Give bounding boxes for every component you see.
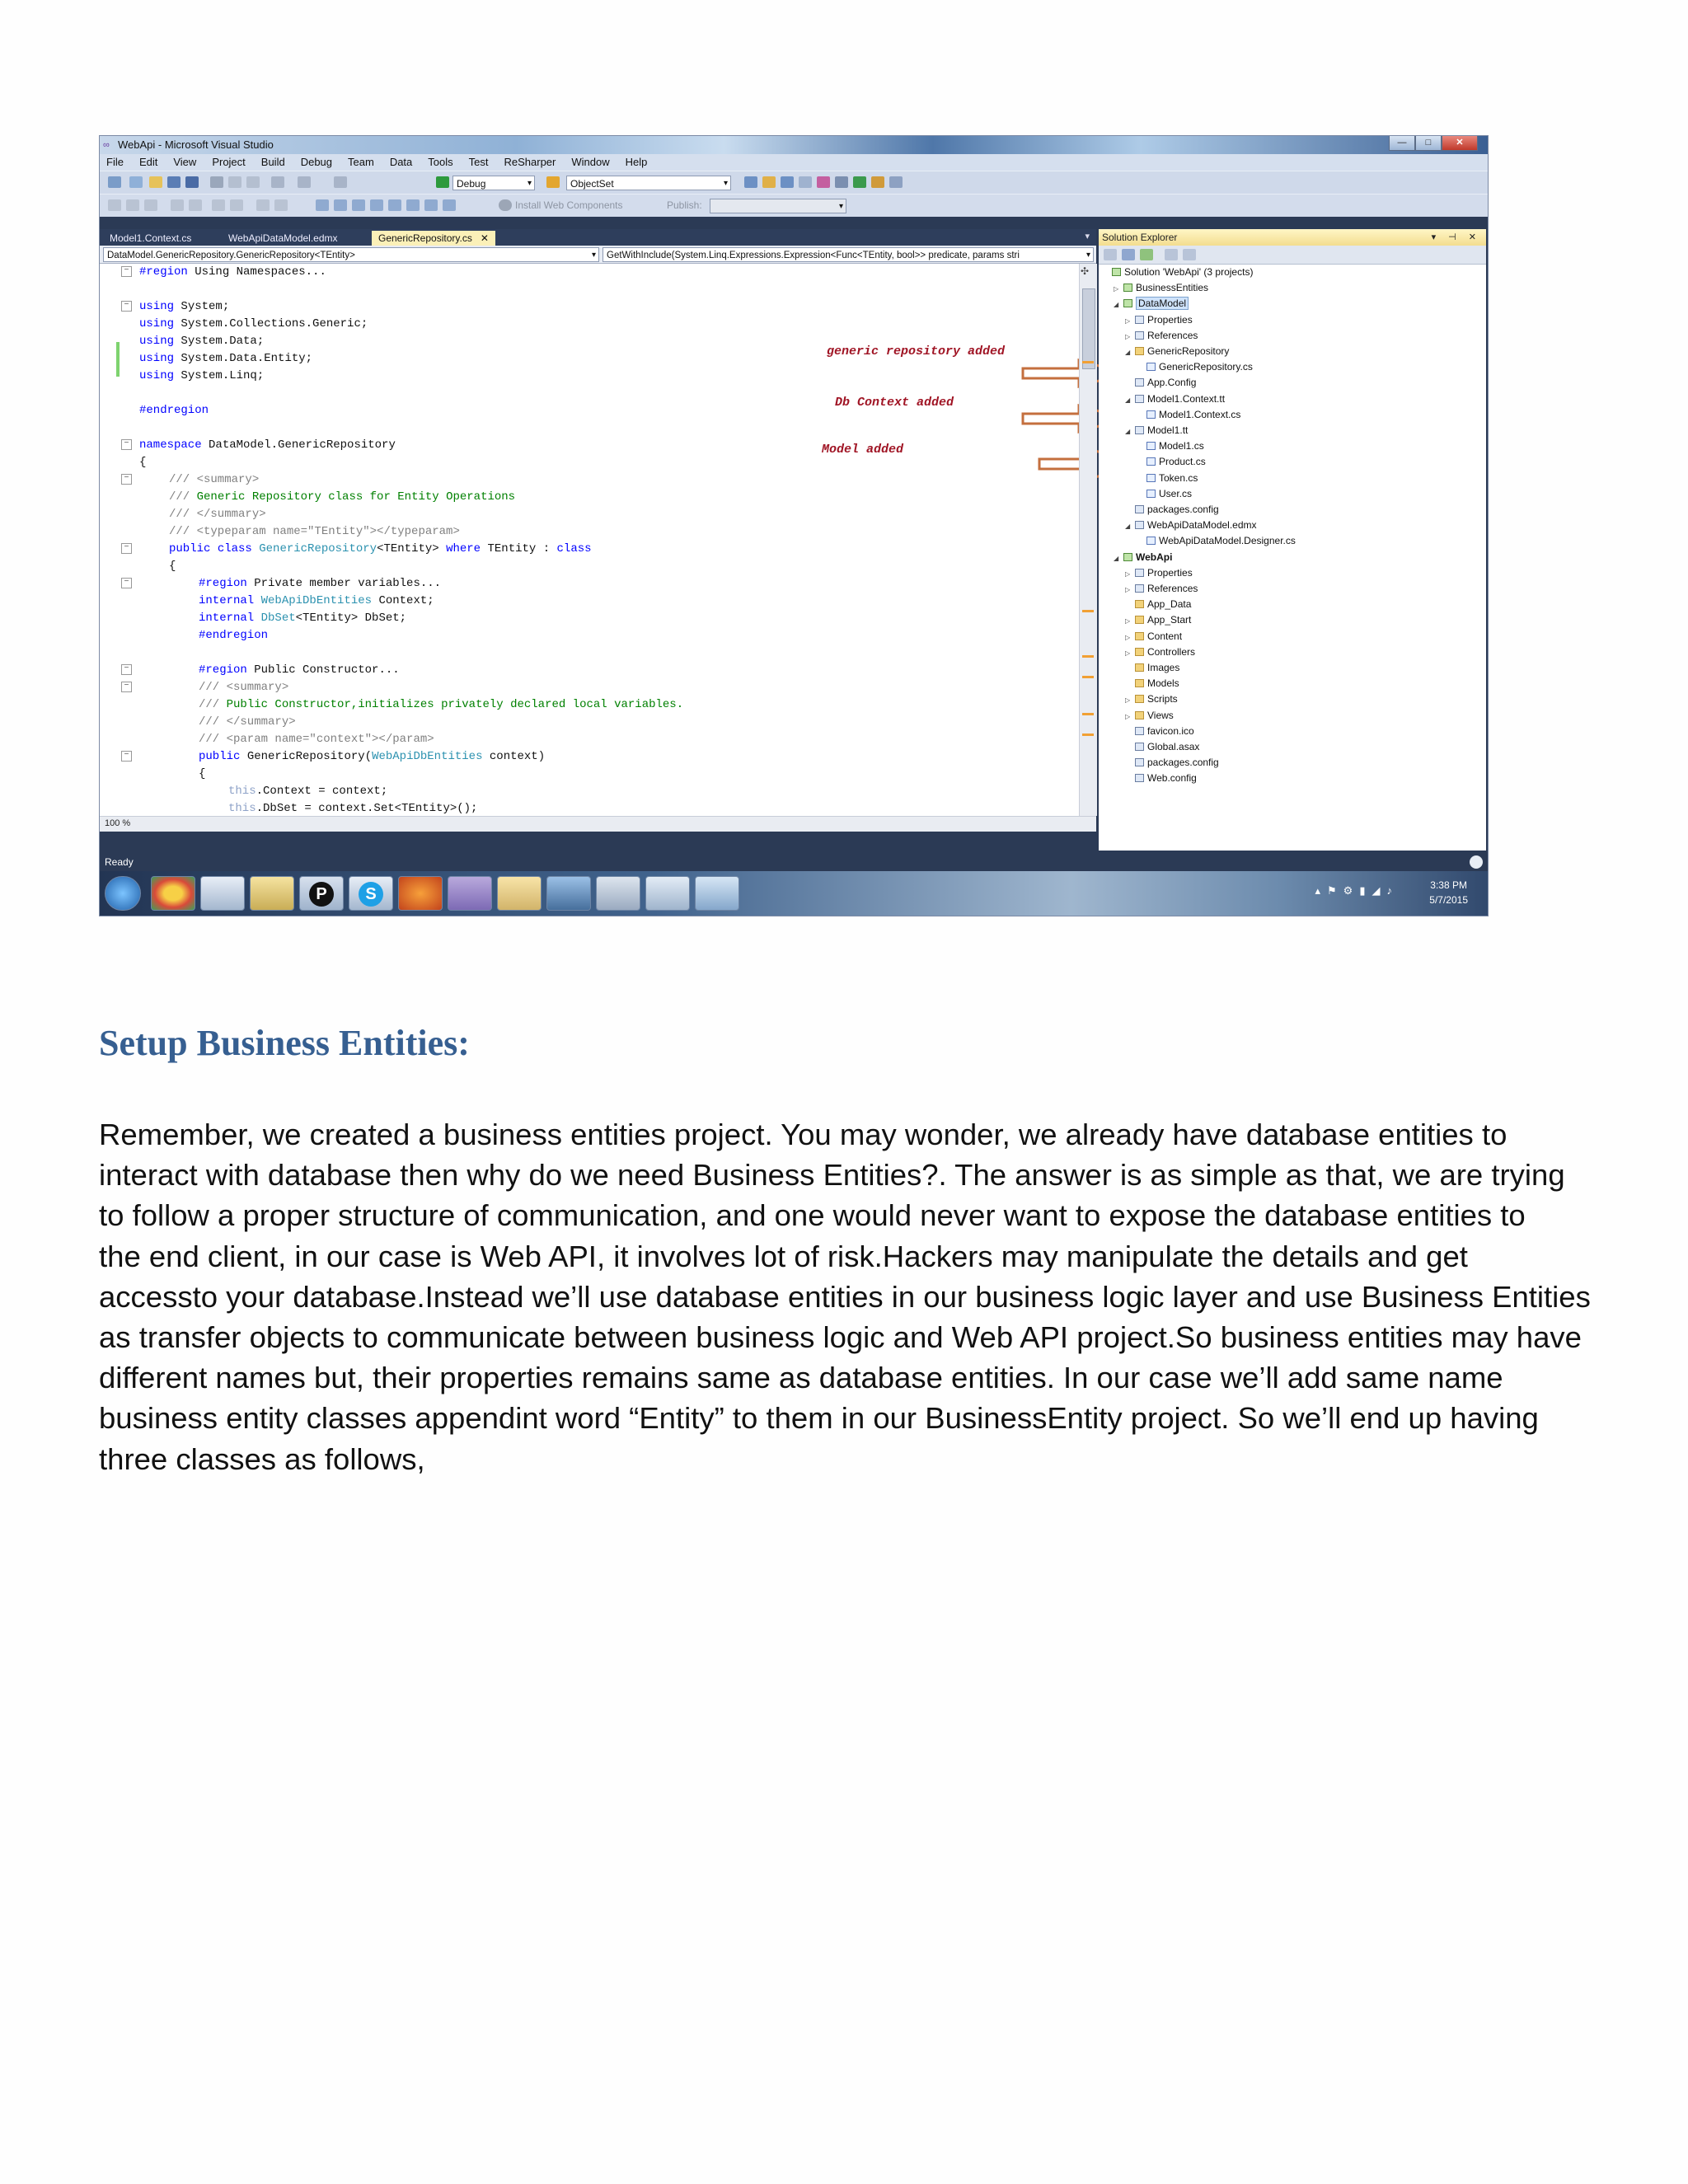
tree-item-label: DataModel [1136, 297, 1189, 310]
system-tray-icons[interactable]: ▴⚑⚙▮◢♪ [1315, 884, 1399, 897]
code-line: #endregion [199, 629, 269, 642]
config-icon [1135, 378, 1144, 387]
tree-item-label: App_Start [1147, 614, 1192, 626]
tree-item[interactable] [1125, 677, 1179, 690]
tb2-icon-4[interactable] [171, 199, 184, 211]
tree-item-label: Controllers [1147, 645, 1196, 658]
body-paragraph [99, 1114, 1599, 1479]
code-line: /// <typeparam name="TEntity"></typeparam> [169, 525, 460, 538]
tree-item-label: WebApiDataModel.edmx [1147, 519, 1257, 532]
tree-item[interactable] [1125, 503, 1219, 516]
config-combo[interactable]: Debug ▾ [452, 176, 535, 190]
tree-item[interactable] [1114, 551, 1172, 564]
code-line: public class GenericRepository<TEntity> where TEntity : class [169, 542, 592, 555]
vs-screenshot [99, 135, 1489, 916]
bookmark-icon-2[interactable] [334, 199, 347, 211]
start-debug-icon[interactable] [436, 176, 449, 188]
tree-item-label: BusinessEntities [1136, 282, 1209, 294]
clock-time: 3:38 PM [1430, 879, 1467, 891]
chrome-icon[interactable] [151, 876, 195, 911]
code-line: this.DbSet = context.Set<TEntity>(); [228, 802, 478, 815]
tree-item[interactable] [1137, 408, 1240, 421]
collapsed-icon[interactable]: ▷ [1114, 285, 1119, 293]
collapsed-icon[interactable]: ▷ [1125, 586, 1131, 593]
tree-item[interactable] [1125, 376, 1196, 389]
config-icon [1135, 505, 1144, 513]
expanded-icon[interactable]: ◢ [1125, 396, 1131, 404]
bookmark-icon-8[interactable] [443, 199, 456, 211]
code-line: this.Context = context; [228, 785, 388, 798]
code-line: using System; [139, 300, 230, 313]
menu-debug[interactable]: Debug [300, 156, 333, 168]
tree-item-label: Global.asax [1147, 741, 1200, 752]
cs-file-icon [1146, 457, 1156, 466]
code-line: /// <summary> [199, 681, 289, 694]
cs-file-icon [1146, 474, 1156, 482]
tree-item[interactable] [1125, 630, 1182, 643]
code-line: using System.Data; [139, 335, 265, 348]
collapse-icon[interactable]: − [121, 301, 132, 312]
code-line: /// Generic Repository class for Entity Operations [169, 490, 516, 504]
project-icon [1123, 299, 1132, 307]
code-line: using System.Linq; [139, 369, 265, 382]
collapsed-icon[interactable]: ▷ [1125, 316, 1131, 325]
scroll-marker [1082, 676, 1094, 678]
bookmark-icon-7[interactable] [424, 199, 438, 211]
tree-item[interactable] [1125, 566, 1193, 579]
status-bar [100, 853, 1488, 871]
solution-explorer [1099, 229, 1486, 851]
paragraph-line: three classes as follows, [99, 1441, 425, 1476]
find-icon[interactable] [546, 176, 560, 188]
tb2-icon-2[interactable] [126, 199, 139, 211]
paint-icon[interactable] [645, 876, 690, 911]
tree-item-label: Views [1147, 709, 1174, 721]
copy-icon[interactable] [228, 176, 241, 188]
menu-data[interactable]: Data [389, 156, 413, 168]
tab-webapi-datamodel[interactable]: WebApiDataModel.edmx [228, 232, 338, 244]
tree-item[interactable] [1137, 360, 1253, 373]
properties-icon [1135, 569, 1144, 577]
view-class-diagram-icon[interactable] [1183, 249, 1196, 260]
split-icon[interactable]: ✣ [1081, 265, 1090, 277]
tree-item-label: Properties [1147, 313, 1193, 326]
tab-dropdown-icon[interactable]: ▾ [1085, 232, 1090, 241]
tree-item-label: Model1.Context.tt [1147, 392, 1226, 405]
add-item-icon[interactable] [129, 176, 143, 188]
zoom-level[interactable]: 100 % [105, 818, 131, 828]
tree-item[interactable] [1125, 313, 1193, 326]
tree-item[interactable] [1125, 661, 1179, 674]
scroll-marker [1082, 733, 1094, 736]
visual-studio-icon[interactable] [448, 876, 492, 911]
collapse-icon[interactable]: − [121, 578, 132, 588]
folder-icon [1135, 347, 1144, 355]
maximize-button[interactable]: □ [1415, 136, 1442, 151]
bookmark-icon-3[interactable] [352, 199, 365, 211]
folder-icon [1135, 695, 1144, 703]
code-line: { [199, 767, 206, 780]
menu-help[interactable]: Help [625, 156, 648, 168]
tree-item-label: Model1.tt [1147, 424, 1189, 436]
toolbar-icon-i[interactable] [889, 176, 903, 188]
find-combo[interactable]: ObjectSet ▾ [566, 176, 731, 190]
toolbar-icon-b[interactable] [762, 176, 776, 188]
toolbar-icon-e[interactable] [817, 176, 830, 188]
properties-icon[interactable] [1104, 249, 1117, 260]
tab-model1-context[interactable]: Model1.Context.cs [110, 232, 192, 244]
install-web-components[interactable]: Install Web Components [515, 199, 623, 211]
folder-icon [1135, 711, 1144, 719]
window-controls [1389, 136, 1478, 151]
toolbar-icon-f[interactable] [835, 176, 848, 188]
collapse-icon[interactable]: − [121, 266, 132, 277]
tree-item[interactable] [1125, 613, 1191, 626]
editor-tabs [100, 229, 1096, 246]
cs-file-icon [1146, 442, 1156, 450]
settings-tool-icon[interactable] [596, 876, 640, 911]
vs-logo-icon: ∞ [103, 140, 110, 150]
uncomment-icon[interactable] [274, 199, 288, 211]
collapsed-icon[interactable]: ▷ [1125, 696, 1131, 705]
status-text: Ready [105, 856, 134, 868]
change-indicator [116, 342, 120, 377]
pane-controls[interactable]: ▾ ⊣ ✕ [1431, 232, 1481, 242]
tree-item-label: Images [1147, 662, 1180, 673]
editor-vertical-scrollbar[interactable] [1079, 264, 1097, 816]
paragraph-line: to follow a proper structure of communication, and one would never want to expose the database entities to [99, 1198, 1526, 1233]
tree-item-label: Model1.cs [1159, 440, 1204, 452]
undo-icon[interactable] [271, 176, 284, 188]
paragraph-line: the end client, in our case is Web API, it involves lot of risk.Hackers may manipulate the details and get [99, 1239, 1468, 1273]
edmx-icon [1135, 521, 1144, 529]
tree-item[interactable] [1114, 297, 1189, 310]
expanded-icon[interactable]: ◢ [1114, 554, 1119, 562]
menu-tools[interactable]: Tools [428, 156, 453, 168]
tree-item-label: GenericRepository.cs [1159, 361, 1253, 373]
folder-icon[interactable] [497, 876, 542, 911]
collapsed-icon[interactable]: ▷ [1125, 712, 1131, 720]
outdent-icon[interactable] [230, 199, 243, 211]
tool-icon[interactable] [546, 876, 591, 911]
collapsed-icon[interactable]: ▷ [1125, 649, 1131, 657]
clock[interactable] [1429, 878, 1468, 907]
text-editor-toolbar [100, 194, 1488, 217]
code-line: internal WebApiDbEntities Context; [199, 594, 434, 607]
open-icon[interactable] [149, 176, 162, 188]
folder-icon [1135, 648, 1144, 656]
code-line: using System.Collections.Generic; [139, 317, 368, 330]
code-line: { [139, 456, 147, 469]
code-editor[interactable] [100, 264, 1079, 816]
tt-file-icon [1135, 426, 1144, 434]
expanded-icon[interactable]: ◢ [1125, 428, 1131, 435]
bookmark-icon-4[interactable] [370, 199, 383, 211]
minimize-button[interactable]: — [1389, 136, 1415, 151]
folder-icon [1135, 663, 1144, 672]
tree-item-label: packages.config [1147, 504, 1219, 515]
collapsed-icon[interactable]: ▷ [1125, 617, 1131, 626]
toolbar-icon-d[interactable] [799, 176, 812, 188]
tree-item[interactable] [1125, 645, 1195, 658]
annotation-db-context: Db Context added [835, 396, 954, 410]
tree-item[interactable] [1137, 439, 1204, 452]
tree-item[interactable] [1137, 455, 1206, 468]
paste-icon[interactable] [246, 176, 260, 188]
code-line: /// Public Constructor,initializes privately declared local variables. [199, 698, 684, 711]
collapse-icon[interactable]: − [121, 664, 132, 675]
cut-icon[interactable] [210, 176, 223, 188]
editor-horizontal-scrollbar[interactable] [100, 816, 1096, 832]
member-combo[interactable]: GetWithInclude(System.Linq.Expressions.Expression<Func<TEntity, bool>> predicate, params stri ▾ [603, 247, 1094, 262]
type-combo[interactable]: DataModel.GenericRepository.GenericRepository<TEntity> ▾ [103, 247, 599, 262]
close-tab-icon[interactable]: ✕ [480, 232, 489, 244]
tab-generic-repository[interactable] [372, 231, 495, 246]
explorer-icon[interactable] [250, 876, 294, 911]
navigation-bar [100, 246, 1096, 264]
bookmark-icon-6[interactable] [406, 199, 420, 211]
menu-bar [100, 154, 1488, 171]
code-line: /// <summary> [169, 473, 260, 486]
image-icon [1135, 727, 1144, 735]
windows-taskbar [100, 871, 1488, 916]
file-icon [1135, 743, 1144, 751]
tree-item[interactable] [1125, 756, 1219, 769]
save-all-icon[interactable] [185, 176, 199, 188]
tree-item[interactable] [1125, 329, 1198, 342]
code-line: public GenericRepository(WebApiDbEntities context) [199, 750, 546, 763]
show-all-files-icon[interactable] [1122, 249, 1135, 260]
indent-icon[interactable] [212, 199, 225, 211]
cs-file-icon [1146, 490, 1156, 498]
code-line: using System.Data.Entity; [139, 352, 313, 365]
paragraph-line: different names but, their properties remains same as database entities. In our case we’ll add same name [99, 1361, 1503, 1395]
bookmark-icon-1[interactable] [316, 199, 329, 211]
publish-combo[interactable] [710, 199, 846, 213]
p-app-icon[interactable]: P [299, 876, 344, 911]
menu-edit[interactable]: Edit [138, 156, 158, 168]
code-line: internal DbSet<TEntity> DbSet; [199, 612, 407, 625]
new-project-icon[interactable] [108, 176, 121, 188]
close-button[interactable]: ✕ [1442, 136, 1478, 151]
folder-icon [1135, 616, 1144, 624]
tree-item[interactable] [1137, 471, 1198, 485]
save-icon[interactable] [167, 176, 181, 188]
expanded-icon[interactable]: ◢ [1114, 301, 1119, 309]
collapsed-icon[interactable]: ▷ [1125, 633, 1131, 641]
solution-explorer-title [1099, 229, 1486, 246]
tb2-icon-5[interactable] [189, 199, 202, 211]
tree-item-label: User.cs [1159, 487, 1193, 499]
references-icon [1135, 331, 1144, 340]
code-line: namespace DataModel.GenericRepository [139, 438, 396, 452]
code-line: #endregion [139, 404, 209, 417]
collapse-icon[interactable]: − [121, 751, 132, 762]
folder-icon [1135, 632, 1144, 640]
app-icon[interactable] [200, 876, 245, 911]
project-icon [1123, 284, 1132, 292]
view-code-icon[interactable] [1165, 249, 1178, 260]
tab-label: GenericRepository.cs [378, 232, 472, 244]
publish-label: Publish: [667, 199, 702, 211]
collapse-icon[interactable]: − [121, 543, 132, 554]
solution-icon [1112, 268, 1121, 276]
menu-file[interactable]: File [106, 156, 124, 168]
tree-item-label: References [1147, 583, 1198, 594]
paragraph-line: Remember, we created a business entities project. You may wonder, we already have database entities to [99, 1118, 1507, 1151]
scroll-thumb[interactable] [1082, 288, 1095, 369]
expanded-icon[interactable]: ◢ [1125, 349, 1131, 356]
tree-item-label: Token.cs [1159, 471, 1198, 484]
tree-item-label: Product.cs [1159, 456, 1206, 468]
cs-file-icon [1146, 410, 1156, 419]
references-icon [1135, 584, 1144, 593]
firefox-icon[interactable] [398, 876, 443, 911]
toolbar-icon-a[interactable] [744, 176, 757, 188]
title-bar [100, 136, 1488, 154]
tree-item-label: References [1147, 329, 1198, 341]
code-line: #region Public Constructor... [199, 663, 400, 677]
tree-item[interactable] [1125, 598, 1191, 611]
annotation-generic-repository: generic repository added [827, 344, 1006, 359]
toolbar-icon-h[interactable] [871, 176, 884, 188]
menu-resharper[interactable]: ReSharper [504, 156, 556, 168]
code-line: #region Private member variables... [199, 577, 442, 590]
menu-build[interactable]: Build [260, 156, 285, 168]
tree-item-label: Content [1147, 630, 1183, 642]
tree-item-label: Solution 'WebApi' (3 projects) [1124, 266, 1254, 278]
code-line: /// <param name="context"></param> [199, 733, 434, 746]
annotation-model: Model added [822, 443, 904, 457]
navigate-icon[interactable] [334, 176, 347, 188]
skype-icon[interactable]: S [349, 876, 393, 911]
config-icon [1135, 758, 1144, 766]
tree-item[interactable] [1125, 740, 1199, 753]
refresh-icon[interactable] [1140, 249, 1153, 260]
section-heading: Setup Business Entities: [99, 1023, 470, 1063]
scroll-marker [1082, 610, 1094, 612]
code-line: #region Using Namespaces... [139, 265, 326, 279]
redo-icon[interactable] [298, 176, 311, 188]
toolbar-icon-g[interactable] [853, 176, 866, 188]
tree-item-label: GenericRepository [1147, 345, 1230, 357]
solution-explorer-toolbar [1099, 246, 1486, 265]
paragraph-line: interact with database then why do we need Business Entities?. The answer is as simple as that, we are trying [99, 1158, 1565, 1193]
tree-item-label: packages.config [1147, 757, 1219, 769]
collapse-icon[interactable]: − [121, 474, 132, 485]
collapse-icon[interactable]: − [121, 439, 132, 450]
window-title: WebApi - Microsoft Visual Studio [118, 138, 274, 151]
standard-toolbar [100, 171, 1488, 194]
folder-icon [1135, 679, 1144, 687]
scroll-marker [1082, 713, 1094, 715]
code-line: /// </summary> [199, 715, 296, 729]
status-indicator-icon [1470, 855, 1483, 869]
collapsed-icon[interactable]: ▷ [1125, 569, 1131, 578]
bookmark-icon-5[interactable] [388, 199, 401, 211]
cs-file-icon [1146, 537, 1156, 545]
cs-file-icon [1146, 363, 1156, 371]
properties-icon [1135, 316, 1144, 324]
tree-item-label: App_Data [1147, 598, 1192, 611]
tt-file-icon [1135, 395, 1144, 403]
tree-item[interactable] [1125, 344, 1229, 358]
tree-item[interactable] [1125, 582, 1198, 595]
tree-item-label: favicon.ico [1147, 724, 1194, 737]
toolbar-icon-c[interactable] [781, 176, 794, 188]
tree-item-label: Web.config [1147, 772, 1197, 785]
tree-item-label: Model1.Context.cs [1159, 408, 1241, 420]
project-icon [1123, 553, 1132, 561]
tree-item[interactable] [1137, 534, 1296, 547]
code-line: /// </summary> [169, 508, 266, 521]
config-icon [1135, 774, 1144, 782]
tree-item-label: Properties [1147, 566, 1193, 579]
tree-item[interactable] [1125, 392, 1225, 405]
scroll-marker [1082, 655, 1094, 658]
folder-icon [1135, 600, 1144, 608]
paragraph-line: business entity classes appendint word “Entity” to them in our BusinessEntity project. So we’ll end up having [99, 1401, 1539, 1436]
tree-item-label: WebApiDataModel.Designer.cs [1159, 535, 1296, 547]
clock-date: 5/7/2015 [1429, 894, 1468, 906]
paragraph-line: accessto your database.Instead we’ll use database entities in our business logic layer and use Business Entities [99, 1279, 1591, 1314]
comment-icon[interactable] [256, 199, 270, 211]
tree-item-label: Scripts [1147, 693, 1178, 705]
tree-item[interactable] [1114, 281, 1208, 294]
tree-item[interactable] [1125, 709, 1174, 722]
menu-window[interactable]: Window [571, 156, 610, 168]
tree-item[interactable] [1102, 265, 1253, 279]
collapsed-icon[interactable]: ▷ [1125, 332, 1131, 340]
menu-team[interactable]: Team [348, 156, 374, 168]
web-components-icon[interactable] [499, 199, 512, 211]
tree-item[interactable] [1125, 692, 1178, 705]
tree-item-label: App.Config [1147, 377, 1197, 389]
menu-project[interactable]: Project [212, 156, 246, 168]
tree-item-label: Models [1147, 677, 1179, 690]
scroll-marker [1082, 361, 1094, 363]
notepad-icon[interactable] [695, 876, 739, 911]
tb2-icon-1[interactable] [108, 199, 121, 211]
tree-item[interactable] [1125, 724, 1194, 738]
tree-item[interactable] [1137, 487, 1192, 500]
tree-item[interactable] [1125, 518, 1257, 532]
tree-item-label: WebApi [1136, 551, 1173, 563]
tb2-icon-3[interactable] [144, 199, 157, 211]
menu-test[interactable]: Test [468, 156, 489, 168]
paragraph-line: as transfer objects to communicate between business logic and Web API project.So business entities may have [99, 1320, 1582, 1355]
tree-item[interactable] [1125, 771, 1197, 785]
menu-view[interactable]: View [173, 156, 197, 168]
collapse-icon[interactable]: − [121, 682, 132, 692]
tree-item[interactable] [1125, 424, 1188, 437]
expanded-icon[interactable]: ◢ [1125, 523, 1131, 531]
solution-explorer-label: Solution Explorer [1102, 232, 1178, 243]
start-icon[interactable] [105, 876, 141, 911]
code-line: { [169, 560, 176, 573]
